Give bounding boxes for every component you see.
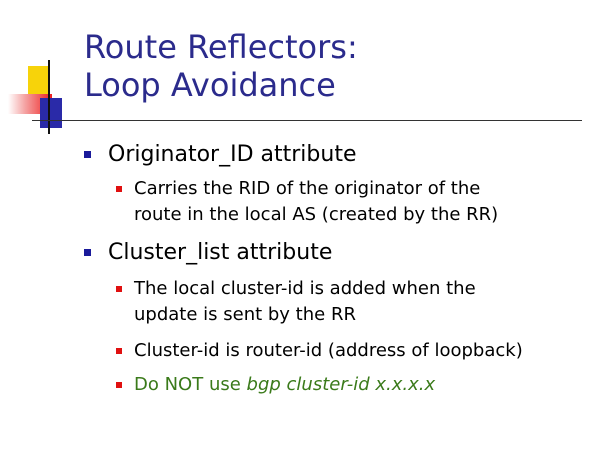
sub-bullet-line: Cluster-id is router-id (address of loopback) — [134, 340, 523, 361]
sub-bullet-marker — [116, 348, 122, 354]
sub-bullet-line: route in the local AS (created by the RR) — [134, 204, 499, 225]
title-underline — [32, 120, 582, 121]
command-text: bgp cluster-id x.x.x.x — [246, 374, 436, 395]
sub-bullet-line: Carries the RID of the originator of the — [134, 178, 481, 199]
bullet-text: Cluster_list attribute — [108, 240, 333, 265]
bullet-text: Originator_ID attribute — [108, 142, 357, 167]
sub-bullet-text — [134, 372, 435, 398]
sub-bullet-line: The local cluster-id is added when the — [134, 278, 476, 299]
sub-bullet-text — [134, 338, 523, 364]
sub-bullet-marker — [116, 286, 122, 292]
slide-logo-decoration — [0, 0, 90, 140]
sub-bullet-marker — [116, 186, 122, 192]
title-line-1: Route Reflectors: — [84, 28, 358, 66]
yellow-square — [28, 66, 50, 96]
bullet-marker — [84, 249, 91, 256]
sub-bullet-line: update is sent by the RR — [134, 304, 356, 325]
sub-bullet-marker — [116, 382, 122, 388]
sub-bullet-text — [134, 276, 476, 328]
vertical-rule — [48, 60, 50, 134]
title-line-2: Loop Avoidance — [84, 66, 336, 104]
do-not-use-prefix: Do NOT use — [134, 374, 247, 395]
bullet-marker — [84, 151, 91, 158]
sub-bullet-text — [134, 176, 498, 228]
blue-square — [40, 98, 62, 128]
slide-title — [84, 28, 358, 104]
